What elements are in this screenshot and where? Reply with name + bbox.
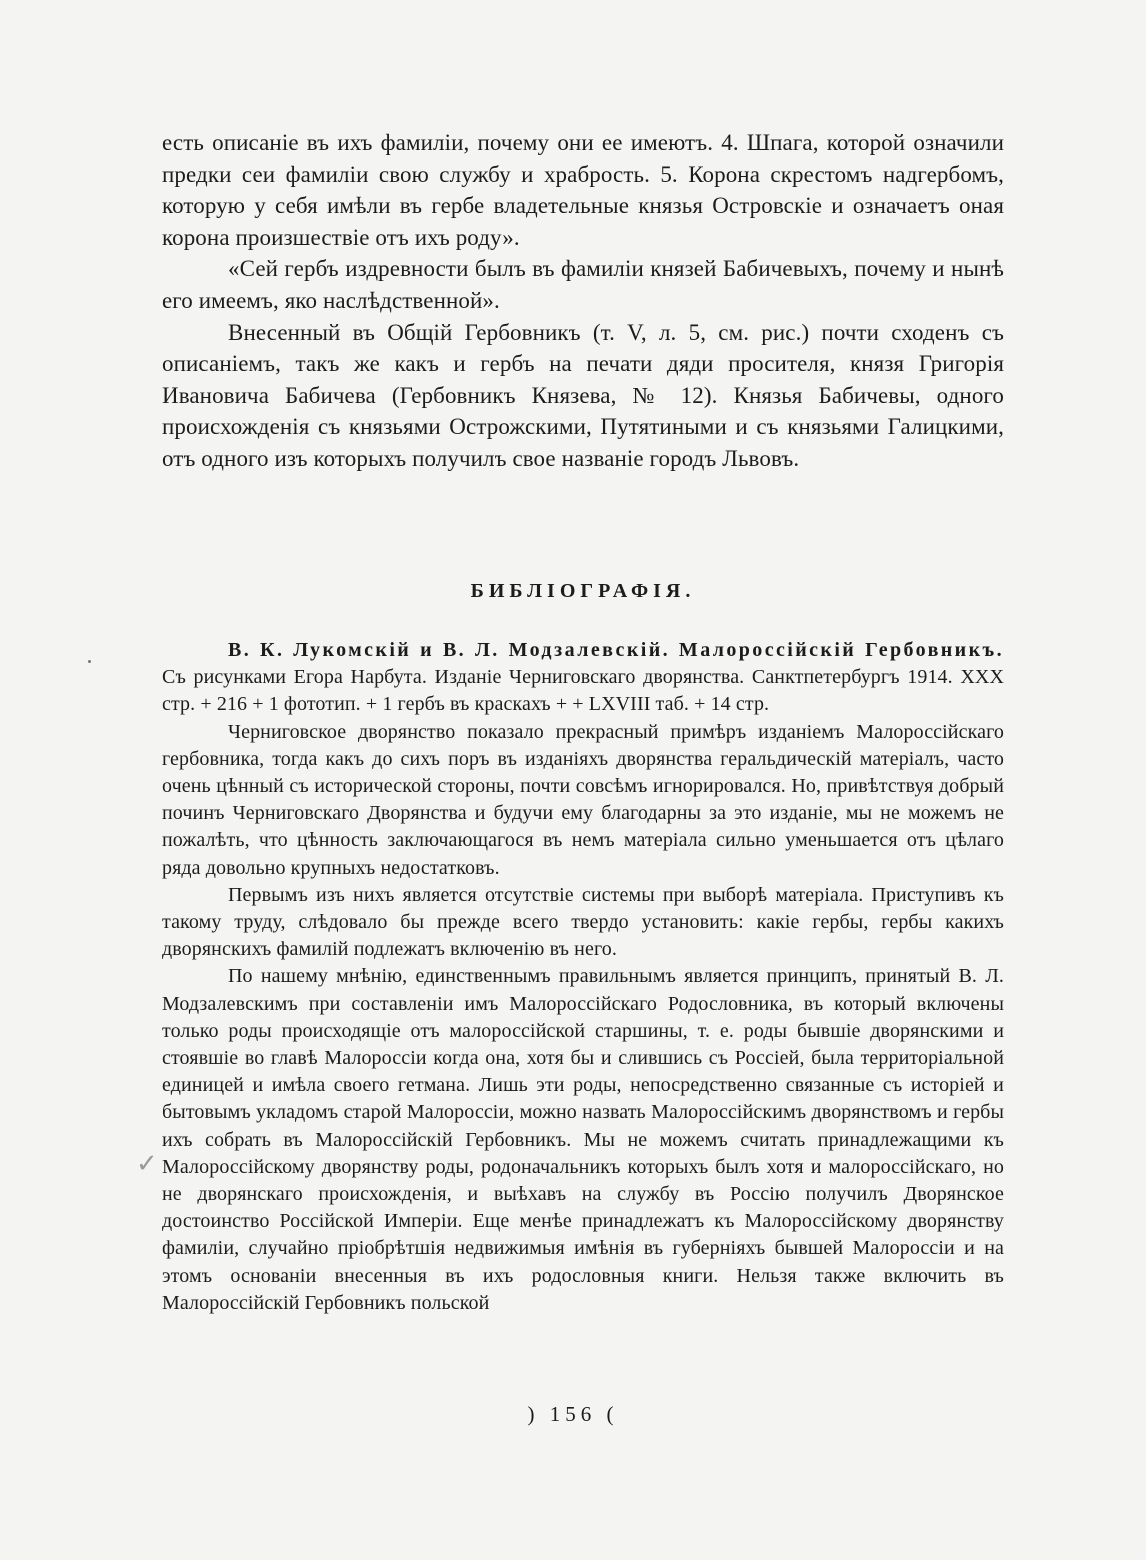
margin-dot (88, 660, 91, 663)
bibliography-details: Съ рисунками Егора Нарбута. Изданіе Черниговскаго дворянства. Санктпетербургъ 1914. XXX стр. + 216 + 1 фототип. + 1 гербъ въ краскахъ + + LXVIII таб. + 14 стр. (162, 666, 1004, 716)
paragraph-2: «Сей гербъ издревности былъ въ фамиліи князей Бабичевыхъ, почему и нынѣ его имеемъ, яко наслѣдственной». (162, 256, 1004, 313)
review-paragraph-3: По нашему мнѣнію, единственнымъ правильнымъ является принципъ, принятый В. Л. Модзалевскимъ при составленіи имъ Малороссійскаго Родословника, въ который включены только роды происходящіе отъ малороссійской старшины, т. е. роды бывшіе дворянскими и стоявшіе во главѣ Малороссіи когда она, хотя бы и слившись съ Россіей, была территоріальной единицей и имѣла своего гетмана. Лишь эти роды, непосредственно связанные съ исторіей и бытовымъ укладомъ старой Малороссіи, можно назвать Малороссійскимъ дворянствомъ и гербы ихъ собрать въ Малороссійскій Гербовникъ. Мы не можемъ считать принадлежащими къ Малороссійскому дворянству роды, родоначальникъ которыхъ былъ хотя и малороссійскаго, но не дворянскаго происхожденія, и выѣхавъ на службу въ Россію получилъ Дворянское достоинство Россійской Имперіи. Еще менѣе принадлежатъ къ Малороссійскому дворянству фамиліи, случайно пріобрѣтшія недвижимыя имѣнія въ губерніяхъ бывшей Малороссіи и на этомъ основаніи внесенныя въ ихъ родословныя книги. Нельзя также включить въ Малороссійскій Гербовникъ польской (162, 965, 1004, 1314)
review-paragraph-1: Черниговское дворянство показало прекрасный примѣръ изданіемъ Малороссійскаго гербовника, тогда какъ до сихъ поръ въ изданіяхъ дворянства геральдическій матеріалъ, часто очень цѣнный съ исторической стороны, почти совсѣмъ игнорировался. Но, привѣтствуя добрый починъ Черниговскаго Дворянства и будучи ему благодарны за это изданіе, мы не можемъ не пожалѣть, что цѣнность заключающагося въ немъ матеріала сильно уменьшается отъ цѣлаго ряда довольно крупныхъ недостатковъ. (162, 720, 1004, 879)
section-heraldry-description (162, 127, 1004, 475)
page-content (136, 127, 1004, 1314)
paragraph-1: есть описаніе въ ихъ фамиліи, почему они ее имеютъ. 4. Шпага, которой означили предки сеи фамиліи свою службу и храбрость. 5. Корона скрестомъ надгербомъ, которую у себя имѣли въ гербе владетельные князья Островскіе и означаетъ оная корона произшествіе отъ ихъ роду». (162, 130, 1004, 250)
page-number: ) 156 ( (527, 1402, 619, 1426)
bibliography-authors: В. К. Лукомскій и В. Л. Модзалевскій. Малороссійскій Гербовникъ. (228, 639, 1004, 661)
section-bibliography (136, 637, 1004, 1317)
review-paragraph-2: Первымъ изъ нихъ является отсутствіе системы при выборѣ матеріала. Приступивъ къ такому труду, слѣдовало бы прежде всего твердо установить: какіе гербы, гербы какихъ дворянскихъ фамилій подлежатъ включенію въ него. (162, 883, 1004, 961)
paragraph-3: Внесенный въ Общій Гербовникъ (т. V, л. 5, см. рис.) почти сходенъ съ описаніемъ, такъ же какъ и гербъ на печати дяди просителя, князя Григорія Ивановича Бабичева (Гербовникъ Князева, № 12). Князья Бабичевы, одного происхожденія съ князьями Острожскими, Путятиными и съ князьями Галицкими, отъ одного изъ которыхъ получилъ свое названіе городъ Львовъ. (162, 319, 1004, 471)
margin-check-mark-icon: ✓ (136, 1149, 158, 1179)
bibliography-entry (162, 637, 1004, 719)
section-heading: БИБЛІОГРАФІЯ. (470, 580, 696, 602)
